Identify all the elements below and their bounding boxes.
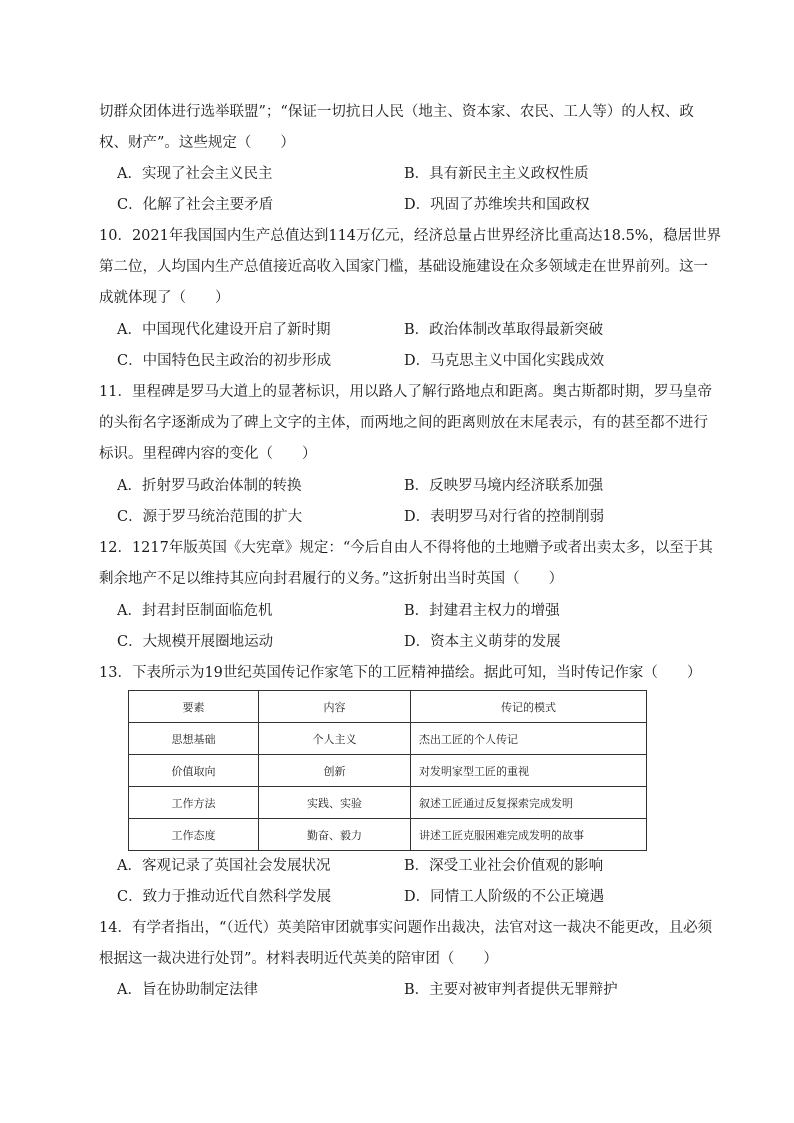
- question-13-line-1: 13．下表所示为19世纪英国传记作家笔下的工匠精神描绘。据此可知，当时传记作家（ ）: [99, 665, 702, 681]
- question-9-option-d[interactable]: D．巩固了苏维埃共和国政权: [404, 197, 590, 213]
- question-13-option-c[interactable]: C．致力于推动近代自然科学发展: [117, 889, 332, 905]
- question-13-option-d[interactable]: D．同情工人阶级的不公正境遇: [404, 889, 605, 905]
- table-cell: 个人主义: [259, 723, 411, 755]
- question-12-option-c[interactable]: C．大规模开展圈地运动: [117, 634, 274, 650]
- craftsman-spirit-table: [128, 690, 647, 851]
- question-10-line-3: 成就体现了（ ）: [99, 290, 230, 306]
- question-10-option-b[interactable]: B．政治体制改革取得最新突破: [404, 322, 604, 338]
- table-cell: 价值取向: [129, 755, 259, 787]
- table-cell: 叙述工匠通过反复探索完成发明: [411, 787, 647, 819]
- question-14-option-b[interactable]: B．主要对被审判者提供无罪辩护: [404, 982, 618, 998]
- table-header-row: [129, 691, 647, 723]
- table-cell: 讲述工匠克服困难完成发明的故事: [411, 819, 647, 851]
- table-cell: 勤奋、毅力: [259, 819, 411, 851]
- question-12-line-2: 剩余地产不足以维持其应向封君履行的义务。”这折射出当时英国（ ）: [99, 571, 564, 587]
- table-cell: 创新: [259, 755, 411, 787]
- question-9-option-c[interactable]: C．化解了社会主要矛盾: [117, 197, 274, 213]
- table-row: [129, 819, 647, 851]
- table-row: [129, 723, 647, 755]
- table-header-cell: 传记的模式: [411, 691, 647, 723]
- question-13-option-b[interactable]: B．深受工业社会价值观的影响: [404, 858, 604, 874]
- table-row: [129, 787, 647, 819]
- question-11-line-2: 的头衔名字逐渐成为了碑上文字的主体，而两地之间的距离则放在末尾表示，有的甚至都不进行: [99, 415, 708, 431]
- table-header-cell: 内容: [259, 691, 411, 723]
- question-10-option-c[interactable]: C．中国特色民主政治的初步形成: [117, 353, 332, 369]
- question-10-line-1: 10．2021年我国国内生产总值达到114万亿元，经济总量占世界经济比重高达18.5%，稳居世界: [99, 228, 722, 244]
- question-11-option-a[interactable]: A．折射罗马政治体制的转换: [117, 478, 302, 494]
- table-cell: 实践、实验: [259, 787, 411, 819]
- question-10-option-d[interactable]: D．马克思主义中国化实践成效: [404, 353, 605, 369]
- question-9-line-1: 切群众团体进行选举联盟”；“保证一切抗日人民（地主、资本家、农民、工人等）的人权、政: [99, 104, 694, 120]
- question-12-line-1: 12．1217年版英国《大宪章》规定：“今后自由人不得将他的土地赠予或者出卖太多，以至于其: [99, 540, 713, 556]
- table-header-cell: 要素: [129, 691, 259, 723]
- table-row: [129, 755, 647, 787]
- table-cell: 思想基础: [129, 723, 259, 755]
- table-cell: 工作态度: [129, 819, 259, 851]
- table-cell: 工作方法: [129, 787, 259, 819]
- question-9-option-b[interactable]: B．具有新民主主义政权性质: [404, 166, 589, 182]
- question-11-line-3: 标识。里程碑内容的变化（ ）: [99, 446, 317, 462]
- question-10-option-a[interactable]: A．中国现代化建设开启了新时期: [117, 322, 331, 338]
- question-14-option-a[interactable]: A．旨在协助制定法律: [117, 982, 258, 998]
- question-9-option-a[interactable]: A．实现了社会主义民主: [117, 166, 273, 182]
- question-12-option-a[interactable]: A．封君封臣制面临危机: [117, 603, 273, 619]
- table-cell: 杰出工匠的个人传记: [411, 723, 647, 755]
- question-11-option-c[interactable]: C．源于罗马统治范围的扩大: [117, 509, 303, 525]
- table-cell: 对发明家型工匠的重视: [411, 755, 647, 787]
- question-12-option-d[interactable]: D．资本主义萌芽的发展: [404, 634, 561, 650]
- question-10-line-2: 第二位，人均国内生产总值接近高收入国家门槛，基础设施建设在众多领域走在世界前列。这一: [99, 259, 708, 275]
- question-13-option-a[interactable]: A．客观记录了英国社会发展状况: [117, 858, 331, 874]
- question-14-line-2: 根据这一裁决进行处罚”。材料表明近代英美的陪审团（ ）: [99, 951, 498, 967]
- question-11-option-d[interactable]: D．表明罗马对行省的控制削弱: [404, 509, 605, 525]
- question-14-line-1: 14．有学者指出，“（近代）英美陪审团就事实问题作出裁决，法官对这一裁决不能更改，且必须: [99, 920, 713, 936]
- question-12-option-b[interactable]: B．封建君主权力的增强: [404, 603, 560, 619]
- question-11-line-1: 11．里程碑是罗马大道上的显著标识，用以路人了解行路地点和距离。奥古斯都时期，罗马皇帝: [99, 384, 712, 400]
- question-9-line-2: 权、财产”。这些规定（ ）: [99, 135, 295, 151]
- question-11-option-b[interactable]: B．反映罗马境内经济联系加强: [404, 478, 604, 494]
